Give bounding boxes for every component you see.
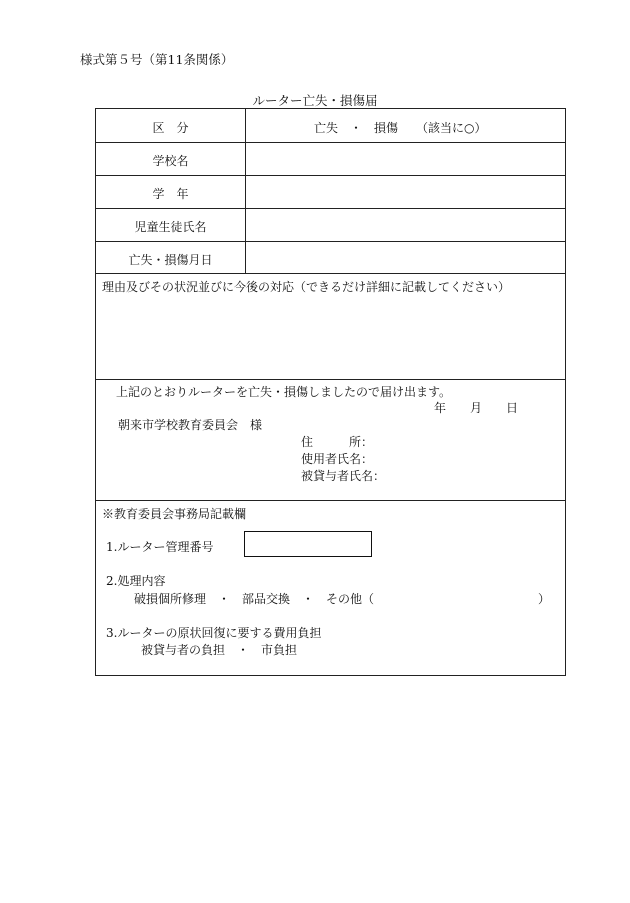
office-item-cost: 3.ルーターの原状回復に要する費用負担: [106, 626, 322, 640]
user-name-label: 使用者氏名：: [301, 452, 374, 466]
addressee: 朝来市学校教育委員会 様: [118, 418, 263, 432]
student-name-field[interactable]: [248, 209, 564, 240]
office-item-management-number: 1.ルーター管理番号: [106, 540, 214, 554]
declaration-text: 上記のとおりルーターを亡失・損傷しましたので届け出ます。: [116, 385, 452, 399]
section-separator: [96, 379, 566, 380]
processing-options[interactable]: 破損個所修理 ・ 部品交換 ・ その他（: [134, 592, 375, 606]
processing-close-paren: ）: [538, 592, 551, 606]
loss-damage-date-field[interactable]: [248, 242, 564, 272]
form-title: ルーター亡失・損傷届: [252, 93, 378, 108]
management-number-box[interactable]: [244, 531, 372, 557]
row-label-category: 区 分: [152, 121, 189, 135]
reason-label: 理由及びその状況並びに今後の対応（できるだけ詳細に記載してください）: [102, 280, 511, 294]
row-separator: [96, 273, 566, 274]
column-divider: [245, 109, 246, 273]
form-table: [95, 108, 566, 676]
form-number: 様式第５号（第11条関係）: [80, 52, 234, 67]
cost-options[interactable]: 被貸与者の負担 ・ 市負担: [141, 643, 298, 657]
school-name-field[interactable]: [248, 143, 564, 174]
category-options[interactable]: 亡失 ・ 損傷 （該当に○）: [314, 121, 487, 135]
grade-field[interactable]: [248, 176, 564, 207]
row-label-date: 亡失・損傷月日: [128, 253, 213, 267]
reason-field[interactable]: [100, 295, 562, 377]
row-label-school: 学校名: [152, 154, 189, 168]
lender-name-label: 被貸与者氏名：: [301, 469, 386, 483]
office-item-processing: 2.処理内容: [106, 574, 166, 588]
office-heading: ※教育委員会事務局記載欄: [102, 507, 247, 521]
section-separator: [96, 500, 566, 501]
row-label-student-name: 児童生徒氏名: [134, 220, 207, 234]
address-label: 住 所：: [301, 435, 374, 449]
row-label-grade: 学 年: [152, 187, 189, 201]
declaration-date[interactable]: 年 月 日: [434, 401, 519, 415]
